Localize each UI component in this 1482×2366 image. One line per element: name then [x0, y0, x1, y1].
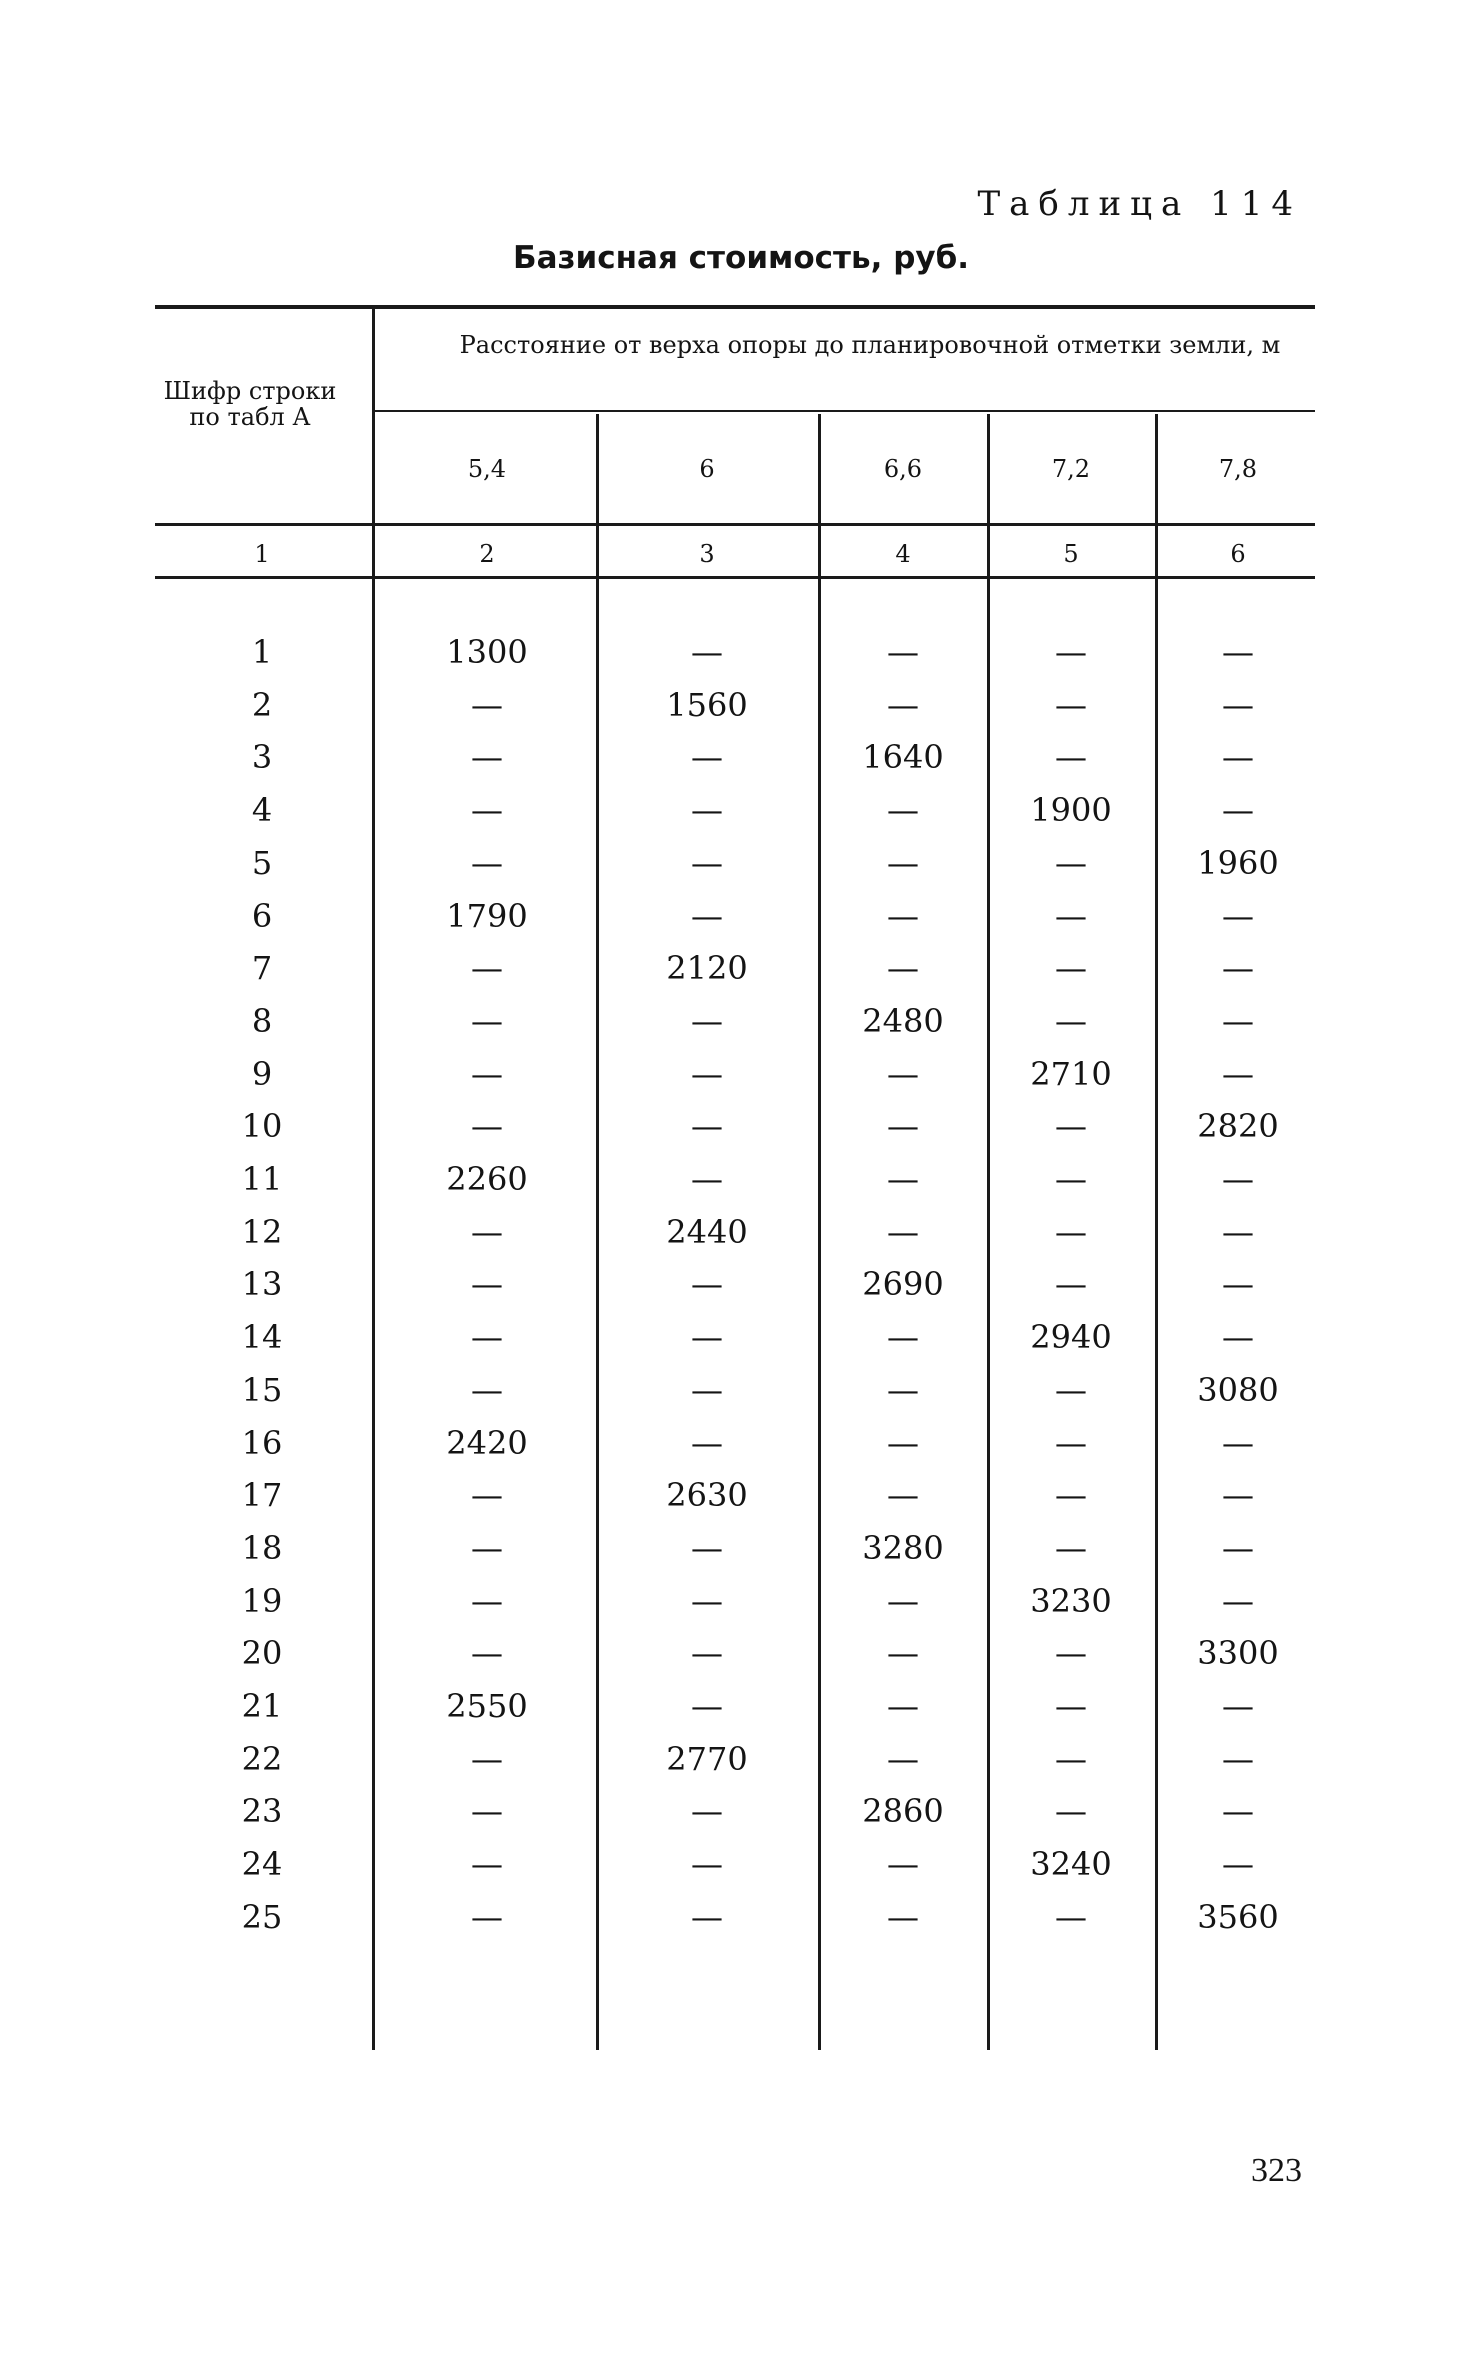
table-cell: 1900 [1030, 791, 1112, 830]
table-cell: — [1055, 633, 1087, 671]
table-cell: — [1222, 1739, 1254, 1778]
table-cell: — [1222, 1265, 1254, 1304]
table-cell: — [691, 1687, 723, 1725]
table-cell: — [691, 843, 723, 882]
table-cell: — [1222, 896, 1254, 935]
table-cell: — [1222, 685, 1254, 724]
table-cell: — [887, 1160, 919, 1198]
row-code: 20 [241, 1634, 283, 1673]
table-cell: — [471, 791, 503, 830]
table-cell: — [1055, 1370, 1087, 1409]
table-cell: 2550 [446, 1687, 528, 1725]
table-cell: — [887, 949, 919, 988]
table-cell: 1300 [446, 633, 528, 671]
table-cell: — [887, 1476, 919, 1515]
table-cell: 3230 [1030, 1581, 1112, 1620]
table-cell: 2630 [666, 1476, 748, 1515]
row-code: 3 [251, 738, 273, 777]
row-code: 6 [251, 896, 273, 935]
row-code: 4 [251, 791, 273, 830]
table-cell: — [691, 1318, 723, 1357]
table-cell: — [887, 633, 919, 671]
table-cell: — [1055, 1212, 1087, 1251]
table-cell: — [471, 843, 503, 882]
table-cell: — [1222, 1687, 1254, 1725]
table-cell: — [471, 1634, 503, 1673]
table-cell: — [887, 1212, 919, 1251]
table-cell: — [471, 1897, 503, 1936]
table-cell: — [1055, 1687, 1087, 1725]
distance-header: 6,6 [883, 455, 923, 483]
table-cell: 2770 [666, 1739, 748, 1778]
table-cell: — [691, 1528, 723, 1567]
row-code: 15 [241, 1370, 283, 1409]
table-cell: 3280 [862, 1528, 944, 1567]
row-code: 24 [241, 1845, 283, 1884]
table-cell: 3560 [1197, 1897, 1279, 1936]
row-code: 18 [241, 1528, 283, 1567]
table-cell: — [1055, 1107, 1087, 1146]
table-cell: — [691, 791, 723, 830]
table-cell: — [1222, 1001, 1254, 1040]
table-cell: — [1222, 1160, 1254, 1198]
table-cell: — [1055, 1528, 1087, 1567]
table-cell: — [1222, 949, 1254, 988]
table-cell: — [691, 1160, 723, 1198]
table-cell: — [1222, 1476, 1254, 1515]
table-cell: — [1055, 843, 1087, 882]
table-title: Базисная стоимость, руб. [512, 240, 970, 276]
column-numbers-rule [155, 576, 1315, 579]
table-cell: — [471, 1739, 503, 1778]
table-cell: — [471, 1792, 503, 1831]
row-code: 25 [241, 1897, 283, 1936]
table-cell: — [691, 1107, 723, 1146]
table-cell: — [887, 1423, 919, 1462]
table-cell: — [887, 896, 919, 935]
table-cell: — [471, 1476, 503, 1515]
table-cell: 2480 [862, 1001, 944, 1040]
group-header: Расстояние от верха опоры до планировочной отметки земли, м [459, 331, 1281, 359]
table-cell: — [1222, 1054, 1254, 1093]
table-cell: 1790 [446, 896, 528, 935]
table-cell: — [691, 1792, 723, 1831]
table-cell: — [1055, 1739, 1087, 1778]
table-cell: — [471, 949, 503, 988]
row-code: 19 [241, 1581, 283, 1620]
table-cell: — [887, 791, 919, 830]
table-cell: — [1055, 1476, 1087, 1515]
code-column-header: Шифр строки по табл А [163, 377, 337, 431]
table-cell: — [471, 738, 503, 777]
row-code: 5 [251, 843, 273, 882]
table-cell: — [1055, 896, 1087, 935]
table-cell: — [471, 1001, 503, 1040]
table-cell: — [471, 1212, 503, 1251]
table-cell: — [691, 1581, 723, 1620]
row-code: 21 [241, 1687, 283, 1725]
row-code: 12 [241, 1212, 283, 1251]
table-cell: — [887, 1634, 919, 1673]
row-code: 1 [251, 633, 273, 671]
table-cell: — [887, 1581, 919, 1620]
table-cell: — [691, 1423, 723, 1462]
table-cell: 1640 [862, 738, 944, 777]
table-cell: — [1055, 1897, 1087, 1936]
table-cell: 2260 [446, 1160, 528, 1198]
table-cell: — [887, 1897, 919, 1936]
column-number: 4 [895, 540, 911, 568]
table-cell: — [691, 1634, 723, 1673]
table-cell: — [471, 1581, 503, 1620]
row-code: 23 [241, 1792, 283, 1831]
table-cell: — [887, 1054, 919, 1093]
table-cell: — [887, 1845, 919, 1884]
page-number: 323 [1251, 2152, 1302, 2189]
column-number: 1 [254, 540, 270, 568]
table-cell: — [1055, 1792, 1087, 1831]
table-cell: — [471, 1054, 503, 1093]
row-code: 10 [241, 1107, 283, 1146]
table-cell: — [1222, 1845, 1254, 1884]
row-code: 16 [241, 1423, 283, 1462]
distance-header: 5,4 [467, 455, 507, 483]
table-cell: 2860 [862, 1792, 944, 1831]
table-cell: — [887, 1687, 919, 1725]
table-cell: 1960 [1197, 843, 1279, 882]
table-cell: — [691, 738, 723, 777]
table-cell: — [1222, 1581, 1254, 1620]
table-cell: 2690 [862, 1265, 944, 1304]
table-cell: — [691, 1054, 723, 1093]
row-code: 9 [251, 1054, 273, 1093]
table-top-rule [155, 305, 1315, 309]
table-cell: — [471, 1265, 503, 1304]
table-cell: — [1055, 1160, 1087, 1198]
table-cell: — [691, 1265, 723, 1304]
table-cell: — [887, 1107, 919, 1146]
table-cell: 3240 [1030, 1845, 1112, 1884]
table-cell: — [471, 685, 503, 724]
table-cell: — [471, 1845, 503, 1884]
table-cell: — [887, 1370, 919, 1409]
table-cell: — [1222, 791, 1254, 830]
row-code: 11 [241, 1160, 283, 1198]
table-cell: — [1055, 1634, 1087, 1673]
table-cell: — [887, 1739, 919, 1778]
table-cell: 3080 [1197, 1370, 1279, 1409]
table-cell: 2820 [1197, 1107, 1279, 1146]
table-cell: — [1222, 633, 1254, 671]
table-cell: 2710 [1030, 1054, 1112, 1093]
table-cell: — [691, 1001, 723, 1040]
table-cell: 2440 [666, 1212, 748, 1251]
table-cell: — [1055, 1265, 1087, 1304]
row-code: 2 [251, 685, 273, 724]
table-cell: — [1222, 1318, 1254, 1357]
column-number: 2 [479, 540, 495, 568]
header-bottom-rule [155, 523, 1315, 526]
distance-header: 7,2 [1051, 455, 1091, 483]
table-label: Таблица 114 [977, 184, 1302, 224]
row-code: 7 [251, 949, 273, 988]
table-cell: — [471, 1107, 503, 1146]
table-cell: — [691, 896, 723, 935]
distance-header: 7,8 [1218, 455, 1258, 483]
table-cell: — [691, 1370, 723, 1409]
table-cell: — [1055, 1001, 1087, 1040]
table-cell: — [1055, 1423, 1087, 1462]
table-cell: 2120 [666, 949, 748, 988]
distance-header: 6 [699, 455, 715, 483]
row-code: 8 [251, 1001, 273, 1040]
row-code: 14 [241, 1318, 283, 1357]
table-cell: — [887, 1318, 919, 1357]
table-cell: 1560 [666, 685, 748, 724]
table-cell: — [1222, 1528, 1254, 1567]
column-number: 3 [699, 540, 715, 568]
code-column-divider [372, 308, 375, 2050]
table-cell: — [1222, 1423, 1254, 1462]
table-cell: — [471, 1318, 503, 1357]
column-divider-1 [596, 414, 599, 2050]
column-number: 6 [1230, 540, 1246, 568]
table-cell: — [1222, 1212, 1254, 1251]
table-cell: — [691, 1897, 723, 1936]
table-cell: 3300 [1197, 1634, 1279, 1673]
table-cell: — [1222, 1792, 1254, 1831]
table-cell: — [471, 1370, 503, 1409]
group-header-rule [375, 410, 1315, 412]
table-cell: — [887, 843, 919, 882]
row-code: 13 [241, 1265, 283, 1304]
table-cell: — [471, 1528, 503, 1567]
table-cell: — [1055, 685, 1087, 724]
table-cell: — [887, 685, 919, 724]
table-cell: — [1055, 949, 1087, 988]
table-cell: — [1055, 738, 1087, 777]
table-cell: — [691, 1845, 723, 1884]
row-code: 17 [241, 1476, 283, 1515]
table-cell: — [691, 633, 723, 671]
table-cell: 2940 [1030, 1318, 1112, 1357]
table-cell: 2420 [446, 1423, 528, 1462]
table-cell: — [1222, 738, 1254, 777]
row-code: 22 [241, 1739, 283, 1778]
column-number: 5 [1063, 540, 1079, 568]
